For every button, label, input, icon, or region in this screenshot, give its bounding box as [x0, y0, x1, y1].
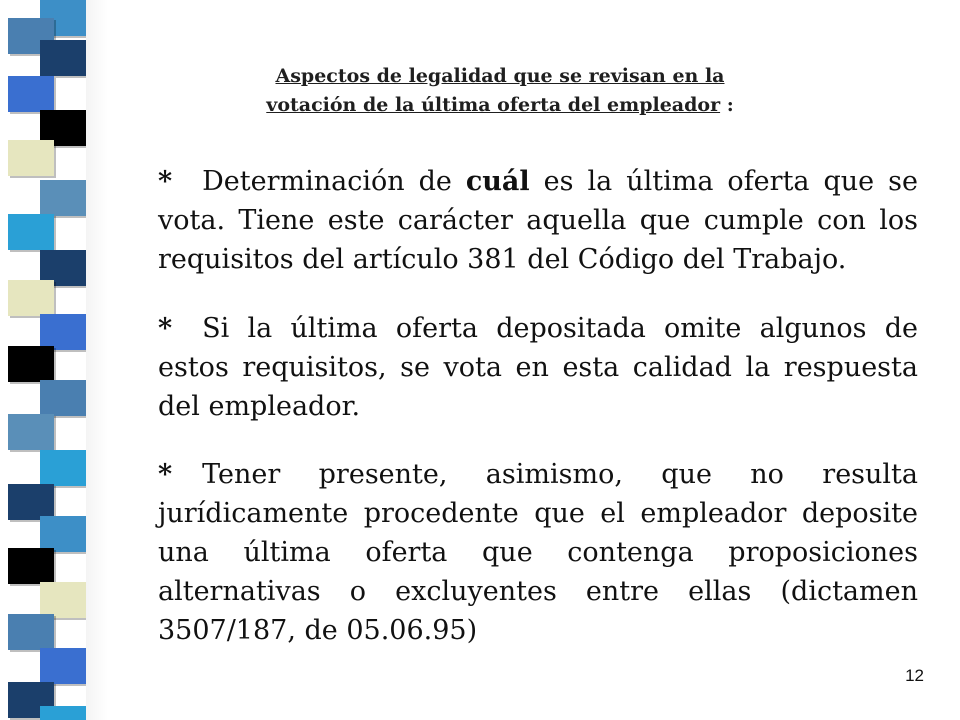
decorative-square [40, 450, 86, 486]
decorative-square [40, 582, 86, 618]
stripe-shadow [86, 0, 108, 720]
decorative-square [8, 346, 54, 382]
paragraph-text-post: es la última oferta que se vota. Tiene este carácter aquella que cumple con los requisitos del artículo 381 del Código del Trabajo. [158, 166, 918, 275]
decorative-square [40, 180, 86, 216]
slide-heading [170, 62, 830, 120]
decorative-square [8, 214, 54, 250]
bullet-marker: * [158, 313, 173, 344]
paragraph-3 [158, 455, 918, 650]
paragraph-2 [158, 309, 918, 426]
page-number: 12 [905, 666, 924, 685]
paragraph-text-bold: cuál [465, 166, 530, 197]
paragraph-text-pre: Determinación de [202, 166, 466, 197]
paragraph-text: Si la última oferta depositada omite algunos de estos requisitos, se vota en esta calidad la respuesta del empleador. [158, 313, 918, 422]
heading-colon: : [720, 94, 734, 116]
heading-line-2: votación de la última oferta del empleador [266, 94, 721, 116]
decorative-square [8, 484, 54, 520]
decorative-square [8, 76, 54, 112]
decorative-square [40, 40, 86, 76]
decorative-square [8, 614, 54, 650]
bullet-marker: * [158, 166, 173, 197]
paragraph-1 [158, 162, 918, 279]
decorative-square [8, 280, 54, 316]
decorative-square [40, 314, 86, 350]
decorative-square [40, 706, 86, 720]
paragraph-text: Tener presente, asimismo, que no resulta jurídicamente procedente que el empleador deposite una última oferta que contenga proposiciones alternativas o excluyentes entre ellas (dictamen 3507/187, de 05.06.95) [158, 459, 918, 646]
decorative-square [8, 548, 54, 584]
decorative-square [40, 648, 86, 684]
decorative-square [8, 414, 54, 450]
decorative-square [40, 380, 86, 416]
decorative-square [40, 516, 86, 552]
decorative-square [8, 140, 54, 176]
bullet-marker: * [158, 459, 173, 490]
heading-line-1: Aspectos de legalidad que se revisan en la [275, 65, 725, 87]
